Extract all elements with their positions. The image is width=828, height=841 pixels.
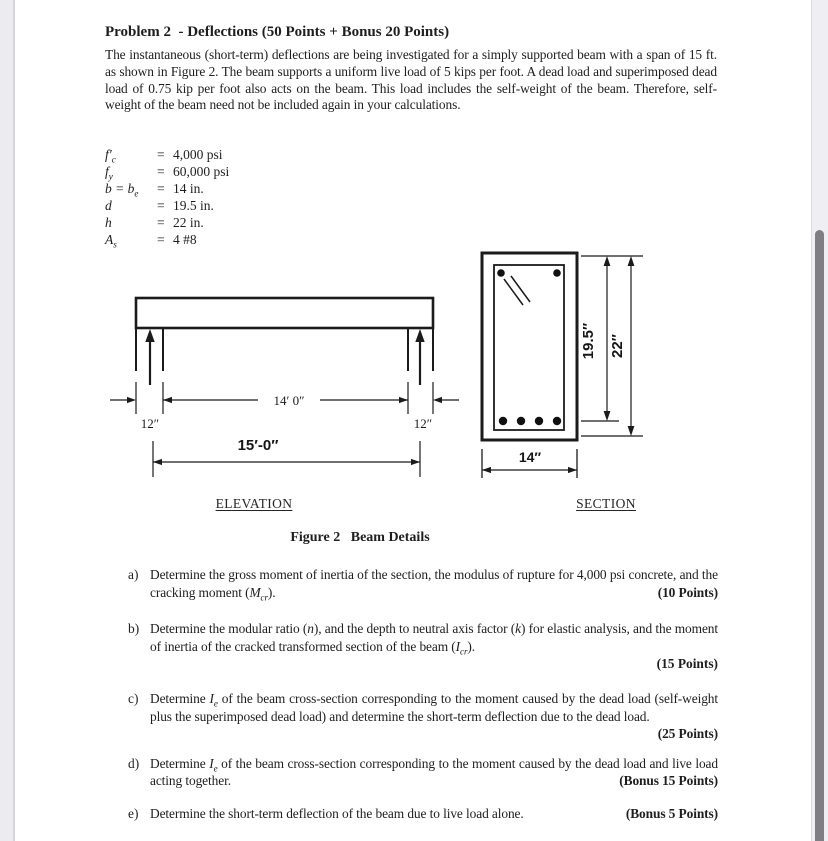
bottom-rebar xyxy=(517,417,525,425)
top-rebar xyxy=(553,269,561,277)
span-dimension-label: 14′ 0″ xyxy=(273,393,305,408)
width-label: 14″ xyxy=(518,449,542,465)
problem-title: Problem 2 - Deflections (50 Points + Bonus 20 Points) xyxy=(105,24,450,41)
section-outline xyxy=(482,253,577,440)
beam-elevation-drawing xyxy=(110,298,459,477)
height-label: 22″ xyxy=(609,334,626,358)
item-points: (Bonus 5 Points) xyxy=(625,805,718,821)
parameter-value: 14 in. xyxy=(173,181,204,196)
item-letter: e) xyxy=(128,805,139,821)
item-text: Determine $I_e$ of the beam cross-section corresponding to the moment caused by the dead load and live load acting together. (Bonus 15 Points) xyxy=(150,755,719,789)
bottom-rebar xyxy=(535,417,543,425)
dim-arrowhead xyxy=(628,426,635,436)
parameter-equals: = xyxy=(157,164,165,179)
parameter-symbol: d xyxy=(105,198,112,213)
figure-drawing xyxy=(96,248,666,488)
dim-arrowhead xyxy=(433,397,442,403)
item-body xyxy=(150,620,718,673)
item-body xyxy=(150,755,718,790)
top-rebar xyxy=(497,269,505,277)
item-points: (25 Points) xyxy=(657,726,718,742)
intro-paragraph: The instantaneous (short-term) deflections are being investigated for a simply supported beam with a span of 15 ft. as shown in Figure 2. The beam supports a uniform live load of 5 kips per foot. A dead load and superimposed dead load of 0.75 kip per foot also acts on the beam. This load includes the self-weight of the beam. Therefore, self-weight of the beam need not be included again in your calculations. xyxy=(105,47,717,113)
bottom-rebar xyxy=(553,417,561,425)
parameter-equals: = xyxy=(157,147,165,162)
left-support-width-label: 12″ xyxy=(140,416,160,431)
parameter-value: 60,000 psi xyxy=(173,164,230,179)
parameter-symbol: $b = b_e$ xyxy=(105,181,139,199)
total-span-label: 15′-0″ xyxy=(237,437,279,454)
question-item xyxy=(128,755,718,790)
question-item xyxy=(128,690,718,743)
dim-arrowhead xyxy=(399,397,408,403)
parameter-equals: = xyxy=(157,181,165,196)
question-item xyxy=(128,805,718,823)
parameter-row xyxy=(105,180,405,197)
parameter-symbol: $f'_c$ xyxy=(105,147,116,165)
item-points: (10 Points) xyxy=(657,584,718,600)
parameter-row xyxy=(105,231,405,248)
scrollbar-track[interactable] xyxy=(811,0,828,841)
question-items xyxy=(128,566,718,823)
dim-arrowhead xyxy=(482,467,491,473)
item-body xyxy=(150,690,718,743)
question-item xyxy=(128,620,718,673)
beam-outline xyxy=(136,298,433,328)
dim-arrowhead xyxy=(568,467,577,473)
dim-arrowhead xyxy=(163,397,172,403)
dim-arrowhead xyxy=(127,397,136,403)
section-label: SECTION xyxy=(576,496,636,511)
parameter-symbol: $f_y$ xyxy=(105,164,113,182)
parameter-equals: = xyxy=(157,215,165,230)
parameter-value: 4,000 psi xyxy=(173,147,223,162)
item-points: (15 Points) xyxy=(656,656,718,672)
item-text: Determine $I_e$ of the beam cross-section corresponding to the moment caused by the dead load (self-weight plus the superimposed dead load) and determine the short-term deflection due to the dead load. (25 Points) xyxy=(150,690,719,742)
item-letter: d) xyxy=(128,755,140,771)
bottom-rebar xyxy=(499,417,507,425)
parameter-row xyxy=(105,146,405,163)
parameter-equals: = xyxy=(157,198,165,213)
item-letter: b) xyxy=(128,621,140,637)
parameter-equals: = xyxy=(157,232,165,247)
viewer-left-gutter xyxy=(0,0,15,841)
dim-arrowhead xyxy=(604,256,611,266)
dim-arrowhead xyxy=(411,459,420,465)
parameter-symbol: h xyxy=(105,215,112,230)
item-letter: c) xyxy=(128,690,139,706)
item-points: (Bonus 15 Points) xyxy=(619,773,718,789)
support-lines xyxy=(136,329,433,371)
parameter-symbol: $A_s$ xyxy=(105,232,117,250)
item-letter: a) xyxy=(128,567,139,582)
dim-arrowhead xyxy=(628,256,635,266)
parameter-value: 19.5 in. xyxy=(173,198,214,213)
item-text: Determine the modular ratio (n), and the depth to neutral axis factor (k) for elastic analysis, and the moment of inertia of the cracked transformed section of the beam $(I_{cr})$. xyxy=(150,621,719,657)
parameters-list xyxy=(105,146,405,248)
support-arrowhead-left xyxy=(145,329,154,342)
beam-section-drawing xyxy=(482,253,643,478)
parameter-row xyxy=(105,197,405,214)
parameter-value: 22 in. xyxy=(173,215,204,230)
item-text: Determine the gross moment of inertia of the section, the modulus of rupture for 4,000 psi concrete, and the cracking moment $(M_{cr})$. (10 Points) xyxy=(150,567,718,603)
right-support-width-label: 12″ xyxy=(413,416,433,431)
item-body xyxy=(150,566,718,601)
item-text: Determine the short-term deflection of the beam due to live load alone. (Bonus 5 Points) xyxy=(150,805,718,821)
parameter-row xyxy=(105,214,405,231)
elevation-label: ELEVATION xyxy=(215,496,293,511)
dim-arrowhead xyxy=(153,459,162,465)
dim-arrowhead xyxy=(604,411,611,421)
parameter-row xyxy=(105,163,405,180)
effective-depth-label: 19.5″ xyxy=(580,322,597,360)
support-arrowhead-right xyxy=(415,329,424,342)
scrollbar-thumb[interactable] xyxy=(815,230,824,841)
parameter-value: 4 #8 xyxy=(173,232,197,247)
question-item xyxy=(128,566,718,601)
item-body xyxy=(150,805,718,823)
figure-caption: Figure 2 Beam Details xyxy=(290,530,430,545)
